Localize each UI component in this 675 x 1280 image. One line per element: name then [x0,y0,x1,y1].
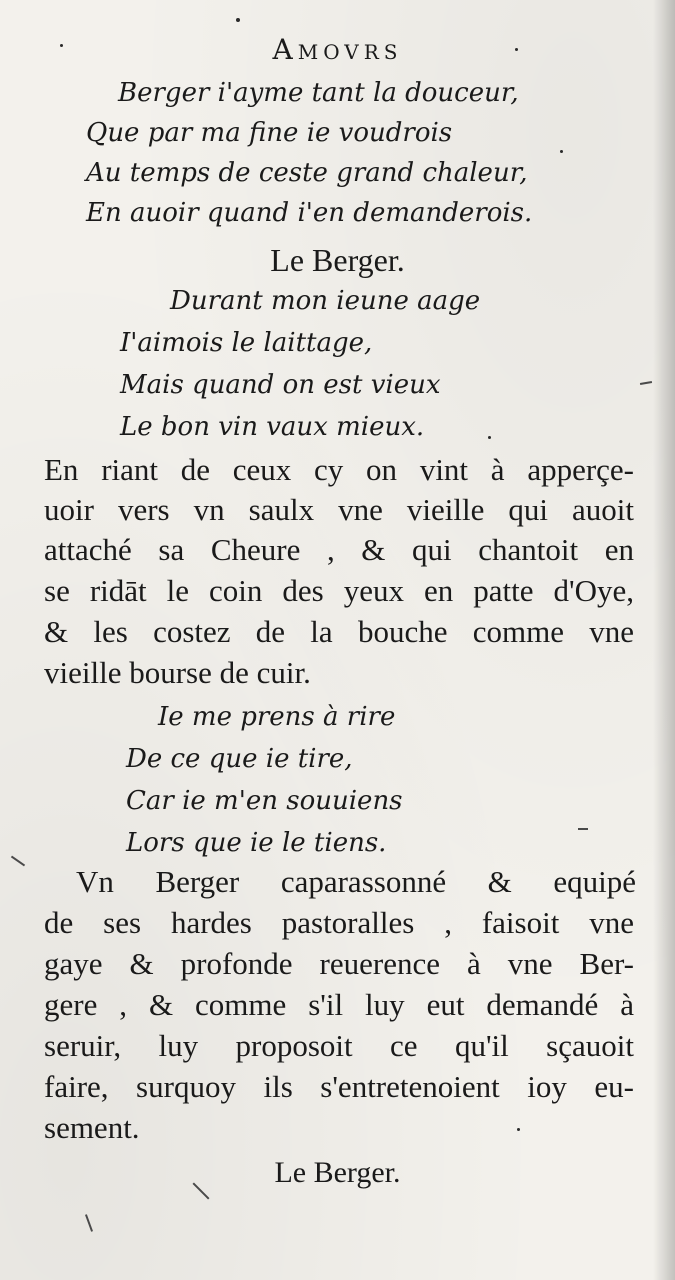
poem1-line-1: Berger i'ayme tant la douceur, [118,78,519,108]
poem3-line-2: De ce que ie tire, [126,744,353,774]
para2-line-7: sement. [44,1110,140,1145]
page-gutter-shadow [653,0,675,1280]
poem1-line-4: En auoir quand i'en demanderois. [86,198,533,228]
paper-speck [515,48,518,51]
printing-mark [578,828,588,830]
para2-line-1: Vn Berger caparassonné & equipé [76,864,636,899]
para1-line-1: En riant de ceux cy on vint à apperçe- [44,452,634,487]
para2-line-3: gaye & profonde reuerence à vne Ber- [44,946,634,981]
printing-mark [85,1214,93,1232]
para2-line-2: de ses hardes pastoralles , faisoit vne [44,905,634,940]
poem1-line-3: Au temps de ceste grand chaleur, [86,158,528,188]
poem2-line-2: I'aimois le laittage, [120,328,373,358]
para2-line-4: gere , & comme s'il luy eut demandé à [44,987,634,1022]
poem3-line-1: Ie me prens à rire [158,702,396,732]
poem2-line-3: Mais quand on est vieux [120,370,441,400]
printing-mark [640,381,652,385]
running-header: Amovrs [272,33,403,66]
poem3-line-3: Car ie m'en souuiens [126,786,403,816]
paper-speck [60,44,63,47]
poem2-line-4: Le bon vin vaux mieux. [120,412,425,442]
paper-speck [517,1128,520,1131]
poem2-line-1: Durant mon ieune aage [170,286,481,316]
para1-line-4: se ridāt le coin des yeux en patte d'Oye, [44,573,634,608]
paper-speck [236,18,240,22]
para1-line-3: attaché sa Cheure , & qui chantoit en [44,532,634,567]
para2-line-5: seruir, luy proposoit ce qu'il sçauoit [44,1028,634,1063]
para2-line-6: faire, surquoy ils s'entretenoient ioy eu- [44,1069,634,1104]
para1-line-2: uoir vers vn saulx vne vieille qui auoit [44,492,634,527]
para1-line-5: & les costez de la bouche comme vne [44,614,634,649]
poem1-line-2: Que par ma fine ie voudrois [86,118,453,148]
section-heading-2: Le Berger. [274,1156,401,1189]
paper-speck [488,436,491,439]
section-heading-1: Le Berger. [270,242,405,278]
paper-speck [560,150,563,153]
printing-mark [11,856,25,867]
poem3-line-4: Lors que ie le tiens. [126,828,387,858]
para1-line-6: vieille bourse de cuir. [44,655,311,690]
